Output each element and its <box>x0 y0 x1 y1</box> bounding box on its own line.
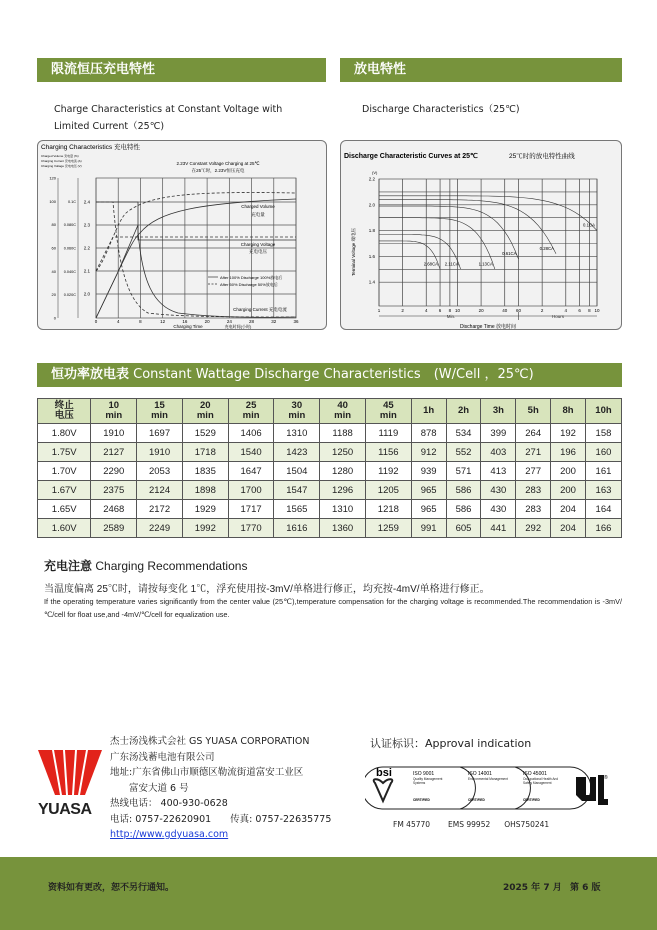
table-cell: 1360 <box>320 519 366 538</box>
column-header: 8h <box>551 399 586 424</box>
table-cell: 912 <box>411 443 446 462</box>
wattage-title <box>37 363 622 387</box>
label-volume-cn: 充电量 <box>251 212 265 217</box>
table-cell: 1310 <box>320 500 366 519</box>
volt-tick-label: 2.4 <box>83 199 90 205</box>
y-tick-label: 1.8 <box>368 228 375 234</box>
table-cell: 413 <box>481 462 516 481</box>
column-header: 5h <box>516 399 551 424</box>
table-row <box>38 443 622 462</box>
table-cell: 1697 <box>137 424 183 443</box>
x-tick-label: 4 <box>564 308 568 313</box>
charge-section-title: 限流恒压充电特性 <box>37 58 326 82</box>
company-line: 富安大道 6 号 <box>110 782 189 794</box>
charge-chart-subtitle-en: 2.23V Constant Voltage Charging at 25℃ <box>176 161 260 166</box>
range-hours: Hours <box>551 314 565 319</box>
recommend-title-en: Charging Recommendations <box>95 559 248 573</box>
pct-tick-label: 80 <box>51 222 56 228</box>
table-row <box>38 462 622 481</box>
current-curve-100 <box>96 202 296 317</box>
column-header: 45 min <box>365 399 411 424</box>
table-cell: 403 <box>481 443 516 462</box>
table-cell: 164 <box>585 500 621 519</box>
pct-tick-label: 0 <box>53 315 56 321</box>
y-tick-label: 1.4 <box>368 279 375 285</box>
table-cell: 586 <box>446 500 481 519</box>
recommend-title <box>44 557 247 574</box>
table-cell: 2127 <box>91 443 137 462</box>
legend-100: After 100% Discharge 100%放电后 <box>220 275 283 280</box>
discharge-xlabel: Discharge Time 放电时间 <box>459 324 517 330</box>
cert-codes <box>393 820 563 829</box>
volt-tick-label: 2.2 <box>83 245 90 251</box>
discharge-curve-0.1CA <box>379 196 597 231</box>
company-line: 热线电话： 400-930-0628 <box>110 798 228 809</box>
cert-status: CERTIFIED <box>413 798 430 802</box>
table-cell: 1717 <box>228 500 274 519</box>
table-cell: 1192 <box>365 462 411 481</box>
company-line: 广东汤浅蓄电池有限公司 <box>110 751 215 763</box>
x-tick-label: 8 <box>448 308 452 313</box>
table-cell: 2290 <box>91 462 137 481</box>
series-label: 2.11CA <box>444 261 459 267</box>
discharge-subtitle: Discharge Characteristics（25℃) <box>362 104 520 115</box>
table-cell: 1547 <box>274 481 320 500</box>
table-cell: 1.70V <box>38 462 91 481</box>
current-curve-50 <box>96 202 296 317</box>
x-tick-label: 28 <box>249 319 255 324</box>
x-tick-label: 6 <box>438 308 442 313</box>
x-tick-label: 36 <box>293 319 299 324</box>
table-cell: 1910 <box>137 443 183 462</box>
x-tick-label: 16 <box>182 319 188 324</box>
x-tick-label: 20 <box>478 308 484 313</box>
current-tick-label: 0.040C <box>63 269 76 274</box>
table-cell: 1310 <box>274 424 320 443</box>
table-cell: 200 <box>551 481 586 500</box>
cert-code: EMS 99952 <box>448 820 491 829</box>
table-cell: 571 <box>446 462 481 481</box>
table-cell: 1929 <box>182 500 228 519</box>
pct-tick-label: 100 <box>49 198 56 204</box>
y-tick-label: 2.2 <box>368 176 375 182</box>
discharge-chart-title: Discharge Characteristic Curves at 25℃ <box>344 153 478 160</box>
charge-xlabel: Charging Time <box>173 324 203 329</box>
yuasa-logo-text: YUASA <box>38 801 92 818</box>
pct-tick-label: 120 <box>49 175 56 181</box>
table-cell: 1.67V <box>38 481 91 500</box>
table-cell: 939 <box>411 462 446 481</box>
current-tick-label: 0.1C <box>67 199 76 204</box>
table-cell: 1.65V <box>38 500 91 519</box>
x-tick-label: 0 <box>94 319 98 324</box>
table-row <box>38 481 622 500</box>
table-cell: 1205 <box>365 481 411 500</box>
volt-tick-label: 2.0 <box>83 291 90 297</box>
table-cell: 1718 <box>182 443 228 462</box>
footer-notice: 资料如有更改，恕不另行通知。 <box>48 883 175 893</box>
legend-50: After 50% Discharge 50%放电后 <box>220 282 278 287</box>
axis-head-pct: Charged Volume 充电量 (%) <box>41 154 79 158</box>
table-cell: 1992 <box>182 519 228 538</box>
cert-name: ISO 9001 <box>413 771 435 777</box>
x-tick-label: 8 <box>588 308 591 313</box>
label-voltage: Charging Voltage <box>240 242 276 247</box>
series-label: 0.61CA <box>502 250 517 256</box>
table-cell: 1250 <box>320 443 366 462</box>
label-current: Charging Current 充电电流 <box>233 307 287 312</box>
table-cell: 1529 <box>182 424 228 443</box>
charge-chart <box>37 140 327 330</box>
y-tick-label: 1.6 <box>368 253 375 259</box>
table-cell: 271 <box>516 443 551 462</box>
wattage-title-cn: 恒功率放电表 <box>51 367 130 382</box>
column-header: 30 min <box>274 399 320 424</box>
axis-head-voltage: Charging Voltage 充电电压 (V) <box>41 164 82 168</box>
table-cell: 1504 <box>274 462 320 481</box>
cert-desc: Occupational Health And Safety Management <box>523 777 559 785</box>
table-cell: 264 <box>516 424 551 443</box>
cert-code: FM 45770 <box>393 820 431 829</box>
table-cell: 2589 <box>91 519 137 538</box>
table-cell: 1406 <box>228 424 274 443</box>
x-tick-label: 20 <box>204 319 210 324</box>
table-cell: 1259 <box>365 519 411 538</box>
table-cell: 192 <box>551 424 586 443</box>
table-cell: 2249 <box>137 519 183 538</box>
cert-status: CERTIFIED <box>468 798 485 802</box>
pct-tick-label: 20 <box>51 292 56 298</box>
y-unit: (V) <box>372 170 378 175</box>
table-cell: 1.60V <box>38 519 91 538</box>
axis-head-current: Charging Current 充电电流 (A) <box>41 159 82 163</box>
column-header: 10h <box>585 399 621 424</box>
series-label: 2.68CA <box>423 261 439 267</box>
label-voltage-cn: 充电电压 <box>249 249 267 254</box>
series-label: 1.13CA <box>478 261 493 267</box>
table-cell: 2124 <box>137 481 183 500</box>
table-cell: 552 <box>446 443 481 462</box>
bsi-logo: bsi <box>376 767 392 779</box>
x-tick-label: 2 <box>540 308 544 313</box>
x-tick-label: 10 <box>454 308 460 313</box>
table-cell: 2468 <box>91 500 137 519</box>
discharge-chart-title-cn: 25℃时的放电特性曲线 <box>509 153 575 160</box>
table-cell: 1700 <box>228 481 274 500</box>
x-tick-label: 6 <box>578 308 581 313</box>
certification-badges <box>365 765 605 813</box>
table-cell: 965 <box>411 500 446 519</box>
pct-tick-label: 40 <box>51 268 56 274</box>
table-cell: 605 <box>446 519 481 538</box>
column-header: 终止 电压 <box>38 399 91 424</box>
table-cell: 441 <box>481 519 516 538</box>
charge-chart-subtitle-cn: 在25℃时，2.23V恒压充电 <box>191 168 245 173</box>
table-cell: 1.80V <box>38 424 91 443</box>
x-tick-label: 2 <box>401 308 404 313</box>
column-header: 40 min <box>320 399 366 424</box>
footer-edition: 第 6 版 <box>570 883 601 893</box>
pct-tick-label: 60 <box>51 245 56 251</box>
table-cell: 1296 <box>320 481 366 500</box>
recommend-title-cn: 充电注意 <box>44 559 93 573</box>
cert-desc: Environmental Management <box>468 777 508 781</box>
table-cell: 2172 <box>137 500 183 519</box>
x-tick-label: 32 <box>271 319 277 324</box>
x-tick-label: 40 <box>502 308 508 313</box>
volt-tick-label: 2.3 <box>83 222 90 228</box>
table-cell: 1910 <box>91 424 137 443</box>
table-cell: 196 <box>551 443 586 462</box>
table-cell: 1770 <box>228 519 274 538</box>
cert-desc: Quality Management Systems <box>413 777 443 785</box>
column-header: 20 min <box>182 399 228 424</box>
x-tick-label: 4 <box>424 308 428 313</box>
table-cell: 1898 <box>182 481 228 500</box>
cert-status: CERTIFIED <box>523 798 540 802</box>
table-cell: 204 <box>551 519 586 538</box>
charge-xlabel-cn: 充电时间(小时) <box>224 324 252 329</box>
table-cell: 878 <box>411 424 446 443</box>
company-url-link[interactable]: http://www.gdyuasa.com <box>110 829 229 840</box>
table-cell: 1188 <box>320 424 366 443</box>
current-tick-label: 0.060C <box>63 246 76 251</box>
company-info <box>110 734 331 843</box>
table-cell: 1.75V <box>38 443 91 462</box>
column-header: 2h <box>446 399 481 424</box>
table-cell: 1540 <box>228 443 274 462</box>
table-cell: 1565 <box>274 500 320 519</box>
company-line: 杰士汤浅株式会社 GS YUASA CORPORATION <box>110 736 310 747</box>
column-header: 25 min <box>228 399 274 424</box>
recommend-line-en: If the operating temperature varies significantly from the center value (25℃),temperature compensation for the charging voltage is recommended.The recommendation is -3mV/℃/cell for float use,and -4mV/℃/cell for equalization use. <box>44 597 622 619</box>
column-header: 10 min <box>91 399 137 424</box>
table-cell: 1218 <box>365 500 411 519</box>
table-cell: 158 <box>585 424 621 443</box>
x-tick-label: 24 <box>226 319 232 324</box>
series-label: 0.28CA <box>539 245 554 251</box>
table-cell: 965 <box>411 481 446 500</box>
cert-name: ISO 14001 <box>468 771 492 777</box>
table-cell: 277 <box>516 462 551 481</box>
table-cell: 163 <box>585 481 621 500</box>
table-cell: 166 <box>585 519 621 538</box>
table-cell: 430 <box>481 500 516 519</box>
table-cell: 161 <box>585 462 621 481</box>
charge-chart-title: Charging Characteristics 充电特性 <box>41 144 140 151</box>
x-tick-label: 4 <box>116 319 120 324</box>
approval-title: 认证标识：Approval indication <box>370 737 532 750</box>
wattage-table <box>37 398 622 538</box>
cert-code: OHS750241 <box>504 820 550 829</box>
table-row <box>38 519 622 538</box>
table-cell: 1156 <box>365 443 411 462</box>
footer-date: 2025 年 7 月 <box>503 883 562 893</box>
svg-text:®: ® <box>604 775 608 781</box>
table-cell: 1835 <box>182 462 228 481</box>
y-tick-label: 2.0 <box>368 202 375 208</box>
table-cell: 430 <box>481 481 516 500</box>
x-tick-label: 1 <box>377 308 381 313</box>
volume-curve-100 <box>96 199 296 318</box>
column-header: 1h <box>411 399 446 424</box>
x-tick-label: 10 <box>594 308 600 313</box>
table-cell: 204 <box>551 500 586 519</box>
series-label: 0.1CA <box>583 222 595 228</box>
discharge-curve-0.28CA <box>379 200 556 254</box>
yuasa-logo <box>38 750 102 819</box>
voltage-curve-100 <box>96 225 296 318</box>
table-cell: 991 <box>411 519 446 538</box>
wattage-title-en: Constant Wattage Discharge Characteristics (W/Cell ，25℃) <box>133 367 534 382</box>
company-line: 电话: 0757-22620901 传真: 0757-22635775 <box>110 813 332 825</box>
discharge-ylabel: Terminal Voltage 端电压 <box>351 227 356 276</box>
ul-mark-icon <box>574 773 608 811</box>
current-tick-label: 0.080C <box>63 223 76 228</box>
column-header: 15 min <box>137 399 183 424</box>
column-header: 3h <box>481 399 516 424</box>
discharge-curve-0.61CA <box>379 206 519 259</box>
table-cell: 534 <box>446 424 481 443</box>
table-cell: 2053 <box>137 462 183 481</box>
recommend-line-cn: 当温度偏离 25℃时，请按每变化 1℃，浮充使用按-3mV/单格进行修正，均充按-4mV/单格进行修正。 <box>44 584 490 595</box>
cert-name: ISO 45001 <box>523 771 547 777</box>
charge-subtitle: Charge Characteristics at Constant Voltage with Limited Current（25℃) <box>54 104 283 132</box>
table-cell: 1280 <box>320 462 366 481</box>
current-tick-label: 0.020C <box>63 293 76 298</box>
table-cell: 292 <box>516 519 551 538</box>
table-cell: 1423 <box>274 443 320 462</box>
x-tick-label: 12 <box>160 319 166 324</box>
company-line: 地址:广东省佛山市顺德区勒流街道富安工业区 <box>110 767 304 778</box>
table-cell: 399 <box>481 424 516 443</box>
table-cell: 200 <box>551 462 586 481</box>
table-cell: 2375 <box>91 481 137 500</box>
label-volume: Charged Volume <box>241 204 275 209</box>
table-cell: 283 <box>516 481 551 500</box>
table-cell: 1119 <box>365 424 411 443</box>
yuasa-logo-mark <box>38 750 102 795</box>
x-tick-label: 8 <box>139 319 142 324</box>
bsi-kitemark-icon <box>374 779 393 801</box>
table-cell: 586 <box>446 481 481 500</box>
table-cell: 283 <box>516 500 551 519</box>
table-row <box>38 424 622 443</box>
table-cell: 160 <box>585 443 621 462</box>
table-cell: 1647 <box>228 462 274 481</box>
range-min: Min. <box>446 314 456 319</box>
footer-band <box>0 857 657 930</box>
table-row <box>38 500 622 519</box>
table-cell: 1616 <box>274 519 320 538</box>
discharge-section-title: 放电特性 <box>340 58 622 82</box>
discharge-chart <box>340 140 622 330</box>
x-tick-label: 60 <box>516 308 522 313</box>
volt-tick-label: 2.1 <box>83 268 90 274</box>
